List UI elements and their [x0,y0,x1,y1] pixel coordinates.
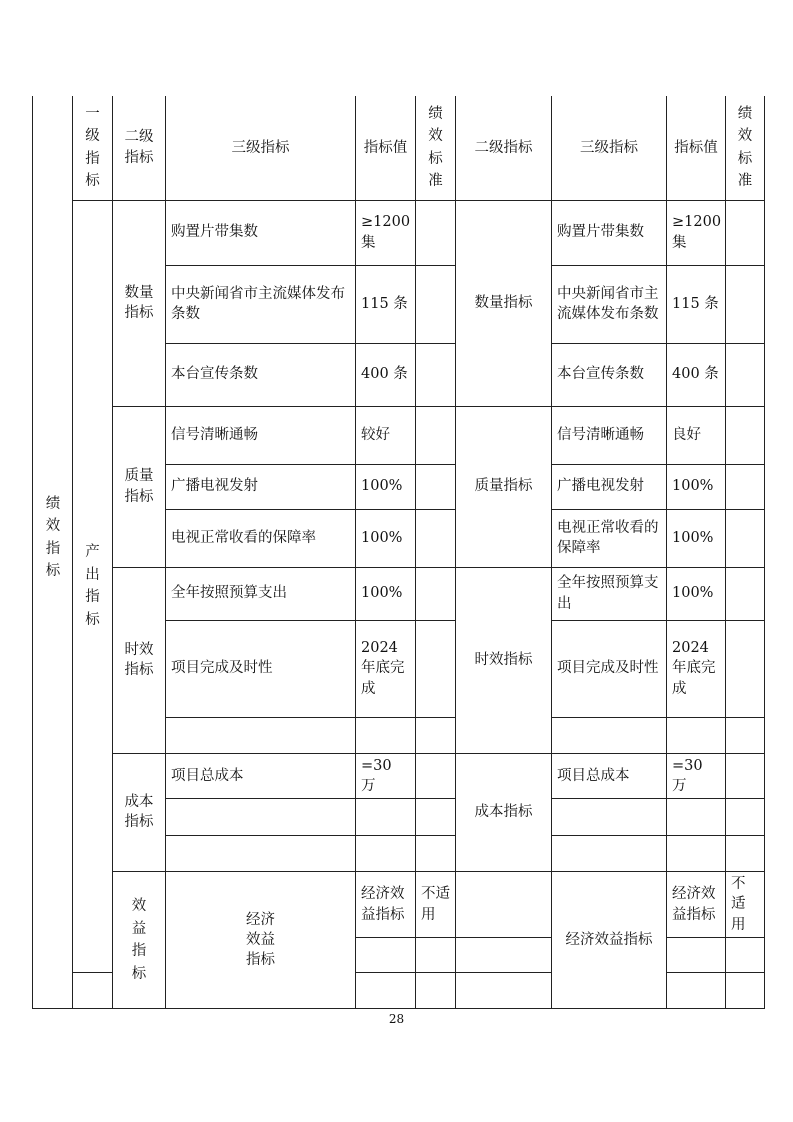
header-value: 指标值 [356,96,416,200]
value-cell-b: 不适用 [726,872,765,938]
level3-cell-b [552,717,667,753]
standard-cell-b [726,972,765,1008]
economic-label: 经济效益指标 [166,872,356,1009]
value-cell [356,799,416,836]
level3-cell: 广播电视发射 [166,464,356,509]
header-value-b: 指标值 [667,96,726,200]
level3-cell: 电视正常收看的保障率 [166,509,356,567]
quality-label-b: 质量指标 [456,406,552,567]
level3-cell: 经济效益指标 [356,872,416,938]
level3-cell-b: 项目总成本 [552,753,667,799]
standard-cell-b [726,620,765,717]
value-cell-b: ≥1200集 [667,200,726,265]
value-cell [356,717,416,753]
page-number: 28 [388,1012,405,1026]
table-row [33,406,765,464]
standard-cell [416,620,456,717]
cost-label: 成本指标 [113,753,166,872]
level3-cell [73,972,113,1008]
standard-cell [416,753,456,799]
level3-cell: 信号清晰通畅 [166,406,356,464]
table-row [33,753,765,799]
standard-cell-b [726,836,765,872]
performance-indicator-label: 绩效指标 [45,496,61,580]
value-cell-b: 115 条 [667,265,726,343]
level3-cell: 购置片带集数 [166,200,356,265]
standard-cell [416,799,456,836]
value-cell [416,937,456,972]
quality-label: 质量指标 [113,406,166,567]
standard-cell-b [726,753,765,799]
timeliness-label-b: 时效指标 [456,567,552,753]
header-row [33,96,765,200]
level3-cell-b [456,972,552,1008]
standard-cell [416,567,456,620]
level3-cell-b: 电视正常收看的保障率 [552,509,667,567]
value-cell: 100% [356,464,416,509]
standard-cell-b [726,200,765,265]
level3-cell-b: 本台宣传条数 [552,343,667,406]
value-cell-b [667,799,726,836]
standard-cell [416,509,456,567]
standard-cell-b [726,265,765,343]
level3-cell-b [667,937,726,972]
value-cell [356,972,416,1008]
level3-cell: 项目总成本 [166,753,356,799]
value-cell-b [726,937,765,972]
standard-cell [416,343,456,406]
level3-cell: 中央新闻省市主流媒体发布条数 [166,265,356,343]
value-cell: 400 条 [356,343,416,406]
benefit-indicator-cell: 效益指标 [113,872,166,1009]
table-row [33,567,765,620]
level3-cell-b: 信号清晰通畅 [552,406,667,464]
standard-cell [416,200,456,265]
table-row [33,200,765,265]
standard-cell-b [726,509,765,567]
value-cell: =30 万 [356,753,416,799]
standard-cell [456,872,552,938]
level3-cell-b: 广播电视发射 [552,464,667,509]
standard-cell [416,717,456,753]
level3-cell [166,799,356,836]
value-cell-b: =30 万 [667,753,726,799]
level3-cell-b: 经济效益指标 [667,872,726,938]
standard-cell-b [726,799,765,836]
economic-label-b: 经济效益指标 [552,872,667,1009]
value-cell-b: 100% [667,464,726,509]
quantity-label: 数量指标 [113,200,166,406]
level3-cell [356,937,416,972]
header-standard: 绩效标准 [416,96,456,200]
standard-cell [416,972,456,1008]
value-cell: ≥1200集 [356,200,416,265]
level3-cell: 项目完成及时性 [166,620,356,717]
standard-cell-b [726,717,765,753]
value-cell-b [667,972,726,1008]
standard-cell [416,265,456,343]
standard-cell-b [726,406,765,464]
header-level3: 三级指标 [166,96,356,200]
value-cell: 100% [356,567,416,620]
header-level3-b: 三级指标 [552,96,667,200]
cost-label-b: 成本指标 [456,753,552,872]
quantity-label-b: 数量指标 [456,200,552,406]
level3-cell [166,717,356,753]
header-standard-b: 绩效标准 [726,96,765,200]
value-cell [356,836,416,872]
value-cell-b: 100% [667,509,726,567]
value-cell-b: 100% [667,567,726,620]
header-level2-b: 二级指标 [456,96,552,200]
standard-cell [416,464,456,509]
value-cell: 100% [356,509,416,567]
level3-cell-b: 项目完成及时性 [552,620,667,717]
standard-cell-b [726,343,765,406]
level3-cell-b: 全年按照预算支出 [552,567,667,620]
level3-cell [166,836,356,872]
standard-cell [456,937,552,972]
value-cell-b: 2024年底完成 [667,620,726,717]
value-cell-b: 良好 [667,406,726,464]
value-cell: 115 条 [356,265,416,343]
level3-cell-b: 购置片带集数 [552,200,667,265]
table-row [33,872,765,938]
value-cell-b [667,717,726,753]
timeliness-label: 时效指标 [113,567,166,753]
value-cell-b: 400 条 [667,343,726,406]
standard-cell [416,406,456,464]
value-cell: 较好 [356,406,416,464]
standard-cell-b [726,567,765,620]
header-level1: 一级指标 [73,96,113,200]
standard-cell-b [726,464,765,509]
output-indicator-cell: 产出指标 [73,200,113,972]
value-cell: 不适用 [416,872,456,938]
performance-indicator-table [32,96,765,1009]
value-cell: 2024年底完成 [356,620,416,717]
level3-cell: 全年按照预算支出 [166,567,356,620]
level3-cell: 本台宣传条数 [166,343,356,406]
level3-cell-b: 中央新闻省市主流媒体发布条数 [552,265,667,343]
standard-cell [416,836,456,872]
header-level2: 二级指标 [113,96,166,200]
level3-cell-b [552,799,667,836]
level3-cell-b [552,836,667,872]
value-cell-b [667,836,726,872]
